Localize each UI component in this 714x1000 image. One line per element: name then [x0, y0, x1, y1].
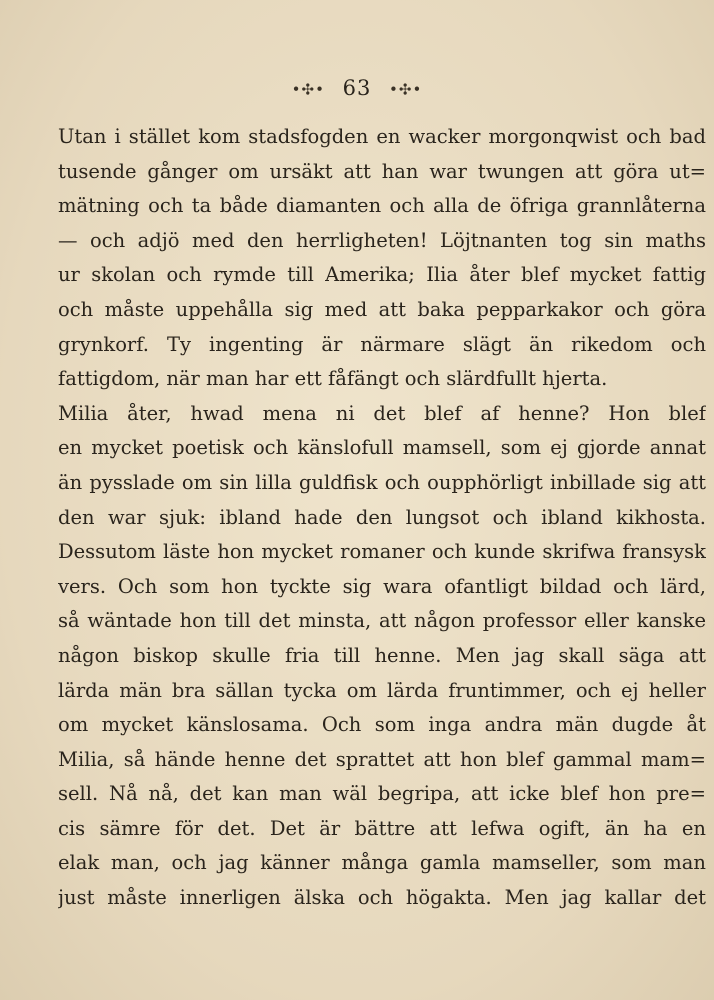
text-line: Utan i stället kom stadsfogden en wacker morgonqwist och bad [58, 125, 706, 148]
text-line: och måste uppehålla sig med att baka pepparkakor och göra [58, 297, 706, 321]
page-number: 63 [342, 76, 372, 100]
text-line: — och adjö med den herrligheten! Löjtnanten tog sin maths [58, 228, 706, 252]
ornament-left: •✣• [291, 80, 325, 99]
ornament-right: •✣• [389, 80, 423, 99]
body-text [58, 120, 706, 916]
text-line: Milia åter, hwad mena ni det blef af henne? Hon blef [58, 401, 706, 425]
text-line: än pysslade om sin lilla guldfisk och oupphörligt inbillade sig att [58, 470, 706, 494]
text-line: om mycket känslosama. Och som inga andra män dugde åt [58, 713, 706, 737]
text-line: fattigdom, när man har ett fåfängt och slärdfullt hjerta. [58, 367, 608, 391]
text-line: ur skolan och rymde till Amerika; Ilia åter blef mycket fattig [58, 263, 706, 287]
text-line: så wäntade hon till det minsta, att någon professor eller kanske [58, 609, 706, 633]
text-line: Dessutom läste hon mycket romaner och kunde skrifwa fransysk [58, 540, 706, 564]
text-line: tusende gånger om ursäkt att han war twungen att göra ut= [58, 159, 706, 183]
text-line: lärda män bra sällan tycka om lärda fruntimmer, och ej heller [58, 678, 706, 702]
text-line: Milia, så hände henne det sprattet att hon blef gammal mam= [58, 747, 706, 771]
text-line: den war sjuk: ibland hade den lungsot och ibland kikhosta. [58, 505, 706, 529]
text-line: någon biskop skulle fria till henne. Men jag skall säga att [58, 643, 706, 667]
text-line: vers. Och som hon tyckte sig wara ofantligt bildad och lärd, [58, 574, 706, 598]
text-line: en mycket poetisk och känslofull mamsell, som ej gjorde annat [58, 436, 706, 460]
text-line: elak man, och jag känner många gamla mamseller, som man [58, 851, 706, 875]
text-line: just måste innerligen älska och högakta. Men jag kallar det [58, 886, 706, 910]
text-line: mätning och ta både diamanten och alla de öfriga grannlåterna [58, 194, 706, 218]
text-line: cis sämre för det. Det är bättre att lefwa ogift, än ha en [58, 816, 706, 840]
text-line: grynkorf. Ty ingenting är närmare slägt än rikedom och [58, 332, 706, 356]
text-line: sell. Nå nå, det kan man wäl begripa, att icke blef hon pre= [58, 782, 706, 806]
page-header [0, 76, 714, 100]
